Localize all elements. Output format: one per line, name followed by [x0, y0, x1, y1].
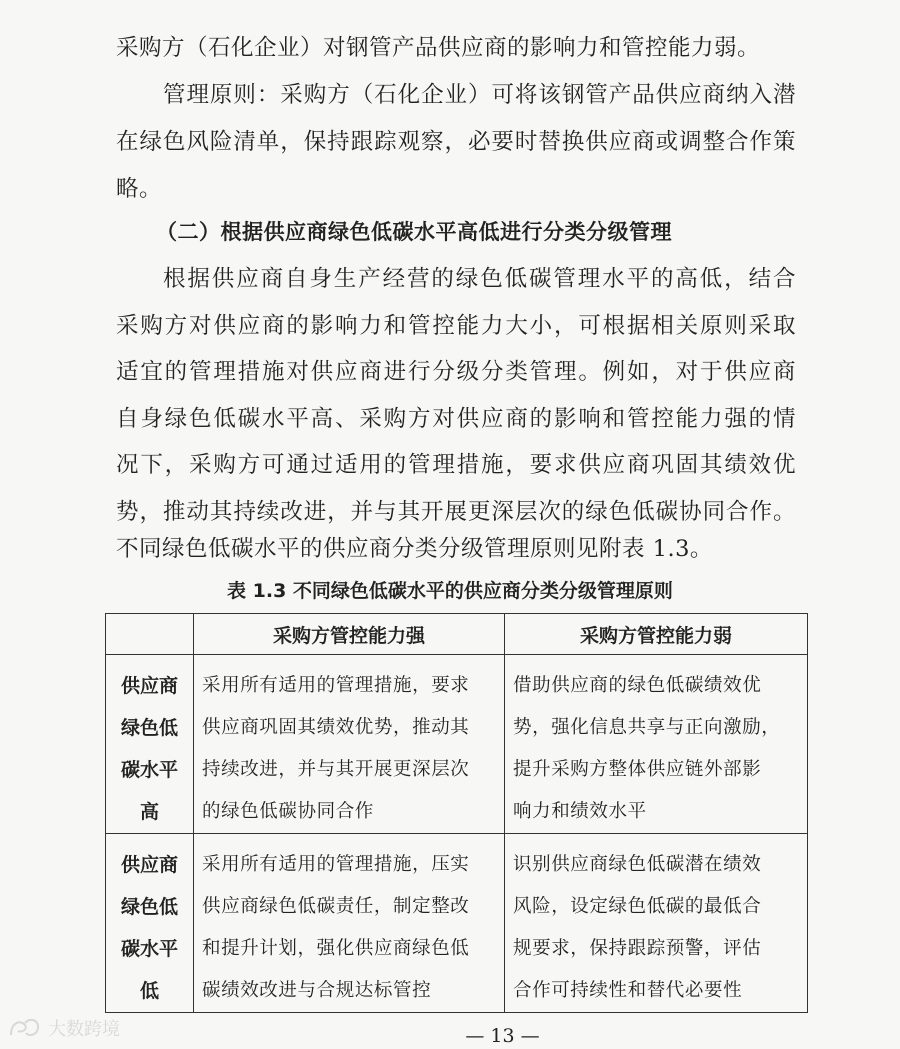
paragraph-3-line-7: 不同绿色低碳水平的供应商分类分级管理原则见附表 1.3。	[116, 536, 713, 562]
page-number: — 13 —	[465, 1025, 540, 1047]
cell-line: 风险，设定绿色低碳的最低合	[513, 896, 762, 917]
paragraph-1-line-1: 采购方（石化企业）对钢管产品供应商的影响力和管控能力弱。	[116, 35, 761, 61]
row-header-line: 高	[139, 801, 159, 823]
cell-line: 合作可持续性和替代必要性	[513, 980, 743, 1001]
paragraph-3-line-6: 势，推动其持续改进，并与其开展更深层次的绿色低碳协同合作。	[116, 499, 796, 525]
cell-low-strong	[194, 834, 505, 1013]
row-header-line: 低	[139, 980, 159, 1002]
row-header-line: 碳水平	[120, 938, 178, 960]
cell-line: 采用所有适用的管理措施，压实	[202, 854, 470, 875]
row-header-line: 供应商	[120, 854, 178, 876]
cell-high-strong	[194, 655, 505, 834]
paragraph-3-line-3: 适宜的管理措施对供应商进行分级分类管理。例如，对于供应商	[116, 359, 796, 385]
paragraph-3-line-2: 采购方对供应商的影响力和管控能力大小，可根据相关原则采取	[116, 313, 796, 339]
brand-logo-icon	[8, 1015, 42, 1041]
row-header-line: 绿色低	[120, 717, 178, 739]
cell-line: 识别供应商绿色低碳潜在绩效	[513, 854, 762, 875]
section-heading: （二）根据供应商绿色低碳水平高低进行分类分级管理	[156, 220, 672, 244]
row-header-line: 供应商	[120, 675, 178, 697]
paragraph-2-line-2: 在绿色风险清单，保持跟踪观察，必要时替换供应商或调整合作策	[116, 129, 796, 155]
row-header-line: 碳水平	[120, 759, 178, 781]
cell-high-weak	[505, 655, 808, 834]
row-header-line: 绿色低	[120, 896, 178, 918]
cell-line: 提升采购方整体供应链外部影	[513, 759, 762, 780]
management-principles-table	[105, 613, 808, 1013]
table-corner-cell	[106, 614, 194, 655]
paragraph-3-line-5: 况下，采购方可通过适用的管理措施，要求供应商巩固其绩效优	[116, 452, 796, 478]
column-header-strong-control: 采购方管控能力强	[194, 614, 505, 655]
row-header-high-level	[106, 655, 194, 834]
cell-line: 借助供应商的绿色低碳绩效优	[513, 675, 762, 696]
watermark	[8, 1015, 120, 1041]
watermark-text: 大数跨境	[48, 1019, 120, 1040]
table-header-row	[106, 614, 808, 655]
cell-line: 采用所有适用的管理措施，要求	[202, 675, 470, 696]
table-row-high-level	[106, 655, 808, 834]
cell-line: 和提升计划，强化供应商绿色低	[202, 938, 470, 959]
cell-line: 响力和绩效水平	[513, 801, 647, 822]
cell-line: 持续改进，并与其开展更深层次	[202, 759, 470, 780]
column-header-weak-control: 采购方管控能力弱	[505, 614, 808, 655]
cell-line: 势，强化信息共享与正向激励，	[513, 717, 781, 738]
cell-line: 的绿色低碳协同合作	[202, 801, 374, 822]
cell-line: 供应商绿色低碳责任，制定整改	[202, 896, 470, 917]
paragraph-2-line-3: 略。	[116, 176, 163, 202]
table-caption: 表 1.3 不同绿色低碳水平的供应商分类分级管理原则	[227, 580, 673, 602]
cell-line: 供应商巩固其绩效优势，推动其	[202, 717, 470, 738]
paragraph-2-line-1: 管理原则：采购方（石化企业）可将该钢管产品供应商纳入潜	[163, 82, 796, 108]
cell-low-weak	[505, 834, 808, 1013]
paragraph-3-line-4: 自身绿色低碳水平高、采购方对供应商的影响和管控能力强的情	[116, 406, 796, 432]
paragraph-3-line-1: 根据供应商自身生产经营的绿色低碳管理水平的高低，结合	[163, 266, 796, 292]
row-header-low-level	[106, 834, 194, 1013]
table-row-low-level	[106, 834, 808, 1013]
cell-line: 规要求，保持跟踪预警，评估	[513, 938, 762, 959]
cell-line: 碳绩效改进与合规达标管控	[202, 980, 432, 1001]
